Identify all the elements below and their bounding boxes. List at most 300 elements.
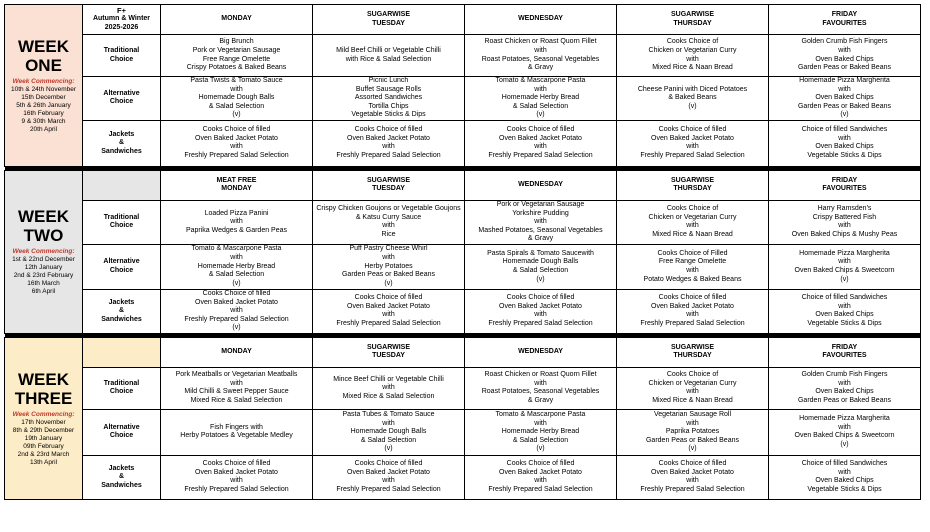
menu-item-line: Garden Peas or Baked Beans xyxy=(341,271,435,279)
menu-item-line: Oven Baked Jacket Potato xyxy=(195,134,278,142)
season-corner-cell xyxy=(83,5,161,35)
week-title-line: THREE xyxy=(14,388,73,408)
day-header xyxy=(769,5,921,35)
menu-item-line: (v) xyxy=(384,445,393,453)
blank-header-cell xyxy=(83,337,161,367)
menu-item-line: Tomato & Mascarpone Pasta xyxy=(495,410,586,418)
row-label-alternative xyxy=(83,244,161,289)
menu-item-line: Pasta Twists & Tomato Sauce xyxy=(190,77,283,84)
menu-item-line: Yorkshire Pudding xyxy=(512,209,569,217)
menu-item-line: (v) xyxy=(840,441,849,449)
menu-item-line: & Salad Selection xyxy=(208,102,265,110)
week-title-line: ONE xyxy=(25,55,62,75)
menu-item-line: Freshly Prepared Salad Selection xyxy=(336,152,441,160)
menu-item-line: with xyxy=(686,419,699,427)
row-label-line: Alternative xyxy=(103,423,140,431)
blank-header-cell xyxy=(83,170,161,200)
menu-item-line: Cooks Choice of filled xyxy=(658,126,727,134)
menu-item-line: Cooks Choice of filled xyxy=(506,460,575,468)
menu-item-line: Harry Ramsden's xyxy=(817,205,872,213)
menu-item-cell xyxy=(769,120,921,166)
menu-item-line: Tortilla Chips xyxy=(368,102,409,110)
menu-item-line: Freshly Prepared Salad Selection xyxy=(336,320,441,328)
day-header-line: TUESDAY xyxy=(372,19,405,27)
menu-item-line: with xyxy=(534,311,547,319)
menu-item-line: Homemade Herby Bread xyxy=(501,94,580,102)
menu-item-line: Oven Baked Chips & Sweetcorn xyxy=(794,266,895,274)
row-label-line: Choice xyxy=(109,432,134,440)
week-date: 2nd & 23rd March xyxy=(17,450,70,458)
menu-item-line: with xyxy=(382,477,395,485)
menu-item-line: Herby Potatoes & Vegetable Medley xyxy=(180,432,293,440)
menu-item-line: with xyxy=(382,311,395,319)
menu-item-line: Loaded Pizza Panini xyxy=(204,209,269,217)
menu-item-line: Pasta Tubes & Tomato Sauce xyxy=(342,410,435,418)
menu-row-jackets xyxy=(5,455,921,499)
row-label-line: Sandwiches xyxy=(101,315,142,323)
menu-item-line: with xyxy=(382,254,395,262)
menu-item-line: Oven Baked Chips xyxy=(815,311,874,319)
menu-item-line: Fish Fingers with xyxy=(210,423,263,431)
menu-item-line: Golden Crumb Fish Fingers xyxy=(801,371,888,379)
week-date: 15th December xyxy=(21,93,66,101)
day-header-line: SUGARWISE xyxy=(670,343,715,351)
week-date: 10th & 24th November xyxy=(10,85,77,93)
menu-item-line: with xyxy=(382,222,395,230)
menu-item-line: Mixed Rice & Naan Bread xyxy=(652,231,733,239)
day-header-line: FAVOURITES xyxy=(822,185,867,193)
menu-item-cell xyxy=(617,200,769,244)
week-header-row xyxy=(5,5,921,35)
menu-item-cell xyxy=(769,367,921,409)
week-header-row xyxy=(5,170,921,200)
menu-row-alternative xyxy=(5,409,921,455)
week-dates xyxy=(6,86,81,134)
row-label-jackets xyxy=(83,120,161,166)
menu-row-jackets xyxy=(5,289,921,333)
week-label-cell xyxy=(5,170,83,333)
day-header xyxy=(313,337,465,367)
day-header xyxy=(465,5,617,35)
row-label-traditional xyxy=(83,35,161,77)
menu-item-line: (v) xyxy=(536,445,545,453)
menu-item-line: Oven Baked Chips xyxy=(815,55,874,63)
week-date: 16th March xyxy=(27,280,60,288)
day-header xyxy=(161,5,313,35)
menu-item-line: with xyxy=(686,477,699,485)
menu-item-line: Golden Crumb Fish Fingers xyxy=(801,38,888,46)
menu-item-cell xyxy=(313,289,465,333)
week-date: 5th & 26th January xyxy=(16,101,71,109)
menu-item-line: Cooks Choice of filled xyxy=(354,460,423,468)
menu-item-line: Freshly Prepared Salad Selection xyxy=(640,320,745,328)
menu-item-cell xyxy=(769,35,921,77)
menu-item-line: Puff Pastry Cheese Whirl xyxy=(349,245,428,253)
menu-item-cell xyxy=(769,77,921,121)
menu-item-line: (v) xyxy=(232,279,241,287)
menu-item-cell xyxy=(617,409,769,455)
menu-item-line: Roast Chicken or Roast Quorn Fillet xyxy=(484,371,597,379)
menu-item-line: Mixed Rice & Naan Bread xyxy=(652,64,733,72)
menu-item-line: Tomato & Mascarpone Pasta xyxy=(495,77,586,84)
menu-item-cell xyxy=(769,409,921,455)
menu-item-line: Oven Baked Chips & Sweetcorn xyxy=(794,432,895,440)
menu-item-line: Garden Peas or Baked Beans xyxy=(645,436,739,444)
menu-item-line: Homemade Herby Bread xyxy=(501,428,580,436)
week-date: 16th February xyxy=(23,109,64,117)
menu-item-line: Cooks Choice of filled xyxy=(658,294,727,302)
row-label-line: Jackets xyxy=(108,464,135,472)
menu-item-cell xyxy=(769,289,921,333)
row-label-line: & xyxy=(118,139,125,147)
week-dates xyxy=(6,419,81,467)
day-header-line: SUGARWISE xyxy=(366,10,411,18)
menu-item-line: with xyxy=(838,134,851,142)
menu-item-line: & Salad Selection xyxy=(512,266,569,274)
menu-item-line: Vegetable Sticks & Dips xyxy=(807,152,882,160)
menu-item-line: Chicken or Vegetarian Curry xyxy=(648,379,737,387)
menu-item-line: Oven Baked Jacket Potato xyxy=(347,134,430,142)
day-header xyxy=(617,5,769,35)
week-label-cell xyxy=(5,5,83,167)
menu-item-cell xyxy=(617,244,769,289)
day-header xyxy=(313,5,465,35)
menu-item-line: with xyxy=(686,143,699,151)
menu-item-line: Oven Baked Jacket Potato xyxy=(195,298,278,306)
menu-item-line: (v) xyxy=(840,275,849,283)
menu-item-line: Garden Peas or Baked Beans xyxy=(797,397,891,405)
menu-item-line: & Baked Beans xyxy=(668,94,717,102)
menu-item-line: Oven Baked Chips xyxy=(815,143,874,151)
menu-item-line: Big Brunch xyxy=(219,38,254,46)
week-dates xyxy=(6,256,81,296)
menu-item-line: Freshly Prepared Salad Selection xyxy=(488,320,593,328)
row-label-line: & xyxy=(118,307,125,315)
week-date: 12th January xyxy=(24,264,63,272)
day-header-line: FRIDAY xyxy=(831,10,858,18)
menu-item-line: Cheese Panini with Diced Potatoes xyxy=(637,85,748,93)
menu-item-line: Mixed Rice & Salad Selection xyxy=(342,392,435,400)
menu-item-line: & Salad Selection xyxy=(208,271,265,279)
menu-item-line: with xyxy=(534,143,547,151)
week-label-cell xyxy=(5,337,83,499)
menu-item-line: with xyxy=(382,384,395,392)
menu-item-line: & Gravy xyxy=(527,235,554,243)
menu-item-line: Oven Baked Jacket Potato xyxy=(651,134,734,142)
menu-item-cell xyxy=(313,367,465,409)
menu-item-line: Garden Peas or Baked Beans xyxy=(797,102,891,110)
day-header-line: THURSDAY xyxy=(673,352,712,360)
menu-item-line: with xyxy=(838,423,851,431)
menu-item-cell xyxy=(617,455,769,499)
menu-item-line: (v) xyxy=(688,445,697,453)
menu-item-line: Herby Potatoes xyxy=(364,262,413,270)
menu-item-line: with xyxy=(534,379,547,387)
menu-item-cell xyxy=(161,120,313,166)
menu-item-line: with xyxy=(838,468,851,476)
menu-item-line: with xyxy=(382,419,395,427)
menu-item-line: Mixed Rice & Naan Bread xyxy=(652,397,733,405)
day-header-line: SUGARWISE xyxy=(670,176,715,184)
row-label-line: Choice xyxy=(109,55,134,63)
menu-item-line: Cooks Choice of filled xyxy=(354,294,423,302)
menu-item-line: with xyxy=(838,85,851,93)
day-header-line: TUESDAY xyxy=(372,352,405,360)
menu-item-cell xyxy=(161,289,313,333)
menu-item-line: Cooks Choice of filled xyxy=(658,460,727,468)
menu-item-cell xyxy=(161,200,313,244)
menu-item-line: with xyxy=(534,85,547,93)
day-header-line: WEDNESDAY xyxy=(518,181,563,189)
day-header-line: MONDAY xyxy=(221,348,252,356)
menu-row-traditional xyxy=(5,35,921,77)
menu-item-line: with xyxy=(838,258,851,266)
menu-item-cell xyxy=(313,200,465,244)
menu-item-line: Homemade Pizza Margherita xyxy=(799,249,890,257)
menu-item-line: Cooks Choice of filled xyxy=(506,294,575,302)
menu-item-cell xyxy=(769,200,921,244)
menu-item-line: Freshly Prepared Salad Selection xyxy=(640,486,745,494)
menu-item-line: with xyxy=(838,222,851,230)
menu-item-line: Vegetable Sticks & Dips xyxy=(807,320,882,328)
menu-item-cell xyxy=(465,244,617,289)
day-header-line: FRIDAY xyxy=(831,343,858,351)
menu-item-line: (v) xyxy=(384,279,393,287)
menu-item-line: Free Range Omelette xyxy=(658,258,727,266)
day-header-line: THURSDAY xyxy=(673,19,712,27)
row-label-line: Choice xyxy=(109,98,134,106)
menu-item-line: with xyxy=(230,143,243,151)
menu-item-line: Freshly Prepared Salad Selection xyxy=(184,486,289,494)
menu-item-line: & Salad Selection xyxy=(512,102,569,110)
menu-item-line: Roast Potatoes, Seasonal Vegetables xyxy=(481,388,600,396)
menu-item-line: Oven Baked Chips xyxy=(815,388,874,396)
menu-item-line: Cooks Choice of filled xyxy=(202,126,271,134)
menu-item-line: Homemade Pizza Margherita xyxy=(799,415,890,423)
day-header-line: WEDNESDAY xyxy=(518,15,563,23)
season-label: F+ xyxy=(117,5,126,15)
week-title-line: WEEK xyxy=(18,369,69,389)
menu-item-line: Oven Baked Chips xyxy=(815,94,874,102)
week-date: 09th February xyxy=(23,442,64,450)
menu-item-line: Free Range Omelette xyxy=(202,55,271,63)
row-label-line: Traditional xyxy=(103,379,140,387)
menu-item-line: Paprika Wedges & Garden Peas xyxy=(185,226,288,234)
week-date: 1st & 22nd December xyxy=(12,256,75,264)
day-header xyxy=(313,170,465,200)
week-commencing-label: Week Commencing: xyxy=(12,248,75,256)
menu-item-line: Potato Wedges & Baked Beans xyxy=(643,275,742,283)
day-header xyxy=(465,337,617,367)
row-label-jackets xyxy=(83,455,161,499)
menu-item-line: with xyxy=(534,477,547,485)
week-title xyxy=(6,37,81,75)
menu-item-cell xyxy=(617,77,769,121)
menu-item-cell xyxy=(161,244,313,289)
menu-item-line: Freshly Prepared Salad Selection xyxy=(640,152,745,160)
menu-item-cell xyxy=(465,35,617,77)
week-title xyxy=(6,207,81,245)
row-label-line: Choice xyxy=(109,266,134,274)
week-date: 19th January xyxy=(24,434,63,442)
menu-item-line: Homemade Dough Balls xyxy=(350,428,427,436)
menu-item-line: Pork or Vegetarian Sausage xyxy=(192,46,281,54)
day-header xyxy=(465,170,617,200)
day-header-line: TUESDAY xyxy=(372,185,405,193)
menu-item-cell xyxy=(161,77,313,121)
menu-item-line: with xyxy=(230,379,243,387)
menu-item-line: Mixed Rice & Salad Selection xyxy=(190,397,283,405)
row-label-line: Jackets xyxy=(108,130,135,138)
day-header xyxy=(161,170,313,200)
menu-item-line: (v) xyxy=(536,111,545,119)
menu-item-line: Vegetable Sticks & Dips xyxy=(807,486,882,494)
menu-item-line: Mince Beef Chilli or Vegetable Chilli xyxy=(333,375,444,383)
menu-item-line: Freshly Prepared Salad Selection xyxy=(184,152,289,160)
row-label-line: Sandwiches xyxy=(101,147,142,155)
menu-item-line: with xyxy=(230,307,243,315)
menu-item-cell xyxy=(617,289,769,333)
row-label-line: Sandwiches xyxy=(101,481,142,489)
menu-item-cell xyxy=(313,35,465,77)
menu-item-line: Cooks Choice of xyxy=(666,205,719,213)
row-label-jackets xyxy=(83,289,161,333)
menu-item-line: Cooks Choice of xyxy=(666,371,719,379)
menu-item-line: Freshly Prepared Salad Selection xyxy=(336,486,441,494)
week-header-row xyxy=(5,337,921,367)
menu-item-line: with xyxy=(534,46,547,54)
menu-item-cell xyxy=(465,120,617,166)
menu-item-cell xyxy=(161,367,313,409)
menu-item-line: Crispy Chicken Goujons or Vegetable Goujons xyxy=(316,205,461,213)
week-title-line: WEEK xyxy=(18,207,69,227)
menu-item-cell xyxy=(769,455,921,499)
menu-item-line: Oven Baked Jacket Potato xyxy=(499,134,582,142)
day-header-line: SUGARWISE xyxy=(670,10,715,18)
day-header-line: THURSDAY xyxy=(673,185,712,193)
menu-item-line: with xyxy=(382,143,395,151)
menu-item-line: Cooks Choice of filled xyxy=(354,126,423,134)
menu-item-line: Mild Chilli & Sweet Pepper Sauce xyxy=(184,388,289,396)
season-label: 2025-2026 xyxy=(104,23,139,31)
row-label-line: Choice xyxy=(109,222,134,230)
menu-item-line: Mashed Potatoes, Seasonal Vegetables xyxy=(478,226,603,234)
season-label: Autumn & Winter xyxy=(92,15,151,23)
row-label-line: & xyxy=(118,473,125,481)
week-date: 20th April xyxy=(29,125,58,133)
menu-item-line: Pork Meatballs or Vegetarian Meatballs xyxy=(175,371,298,379)
day-header xyxy=(769,170,921,200)
menu-item-line: with xyxy=(534,419,547,427)
menu-item-line: Roast Chicken or Roast Quorn Fillet xyxy=(484,38,597,46)
menu-row-alternative xyxy=(5,77,921,121)
menu-item-cell xyxy=(465,200,617,244)
row-label-line: Traditional xyxy=(103,46,140,54)
menu-item-line: Vegetable Sticks & Dips xyxy=(351,111,426,119)
menu-item-cell xyxy=(465,455,617,499)
menu-item-line: Assorted Sandwiches xyxy=(354,94,423,102)
menu-item-line: Buffet Sausage Rolls xyxy=(355,85,422,93)
day-header-line: WEDNESDAY xyxy=(518,348,563,356)
menu-item-line: Crispy Battered Fish xyxy=(812,213,877,221)
week-date: 2nd & 23rd February xyxy=(13,272,74,280)
day-header-line: FAVOURITES xyxy=(822,352,867,360)
menu-table xyxy=(4,4,921,500)
day-header xyxy=(769,337,921,367)
menu-row-jackets xyxy=(5,120,921,166)
day-header-line: MEAT FREE xyxy=(216,176,257,184)
row-label-line: Choice xyxy=(109,388,134,396)
day-header-line: SUGARWISE xyxy=(366,343,411,351)
row-label-traditional xyxy=(83,367,161,409)
menu-item-line: (v) xyxy=(688,102,697,110)
week-date: 13th April xyxy=(29,458,58,466)
menu-item-line: Oven Baked Jacket Potato xyxy=(499,302,582,310)
menu-item-cell xyxy=(465,77,617,121)
row-label-line: Alternative xyxy=(103,89,140,97)
menu-item-line: Oven Baked Jacket Potato xyxy=(347,302,430,310)
week-date: 17th November xyxy=(21,418,66,426)
menu-item-line: Paprika Potatoes xyxy=(665,428,720,436)
menu-item-line: Oven Baked Jacket Potato xyxy=(347,468,430,476)
menu-row-alternative xyxy=(5,244,921,289)
menu-item-line: Tomato & Mascarpone Pasta xyxy=(191,245,282,253)
menu-item-line: Choice of filled Sandwiches xyxy=(801,460,888,468)
menu-row-traditional xyxy=(5,200,921,244)
menu-item-line: with xyxy=(686,222,699,230)
menu-item-line: Homemade Dough Balls xyxy=(198,94,275,102)
day-header-line: FRIDAY xyxy=(831,176,858,184)
menu-item-cell xyxy=(617,367,769,409)
menu-item-line: & Salad Selection xyxy=(360,436,417,444)
menu-item-line: Oven Baked Chips xyxy=(815,477,874,485)
menu-item-line: Vegetarian Sausage Roll xyxy=(653,410,732,418)
menu-item-cell xyxy=(465,409,617,455)
menu-item-line: Chicken or Vegetarian Curry xyxy=(648,213,737,221)
menu-item-line: with xyxy=(686,311,699,319)
day-header xyxy=(617,337,769,367)
menu-item-line: Oven Baked Jacket Potato xyxy=(651,302,734,310)
menu-item-line: Cooks Choice of filled xyxy=(202,460,271,468)
menu-item-line: Cooks Choice of filled xyxy=(506,126,575,134)
menu-item-line: Oven Baked Jacket Potato xyxy=(651,468,734,476)
menu-item-line: with Rice & Salad Selection xyxy=(345,55,432,63)
week-title-line: WEEK xyxy=(18,36,69,56)
menu-item-line: with xyxy=(686,388,699,396)
menu-item-line: with xyxy=(838,379,851,387)
row-label-alternative xyxy=(83,77,161,121)
menu-item-line: Chicken or Vegetarian Curry xyxy=(648,46,737,54)
menu-item-cell xyxy=(313,244,465,289)
day-header-line: SUGARWISE xyxy=(366,176,411,184)
menu-item-line: with xyxy=(534,218,547,226)
menu-item-line: Freshly Prepared Salad Selection xyxy=(488,152,593,160)
menu-item-line: with xyxy=(230,85,243,93)
menu-item-line: Homemade Dough Balls xyxy=(502,258,579,266)
menu-item-line: & Katsu Curry Sauce xyxy=(355,213,422,221)
menu-item-line: Mild Beef Chilli or Vegetable Chilli xyxy=(336,46,441,54)
menu-item-line: Choice of filled Sandwiches xyxy=(801,126,888,134)
menu-item-cell xyxy=(617,35,769,77)
day-header xyxy=(161,337,313,367)
menu-item-line: Choice of filled Sandwiches xyxy=(801,294,888,302)
menu-item-cell xyxy=(769,244,921,289)
week-title xyxy=(6,370,81,408)
menu-item-line: Pasta Spirals & Tomato Saucewith xyxy=(487,249,594,257)
row-label-line: Traditional xyxy=(103,213,140,221)
menu-item-line: Roast Potatoes, Seasonal Vegetables xyxy=(481,55,600,63)
menu-item-cell xyxy=(313,455,465,499)
